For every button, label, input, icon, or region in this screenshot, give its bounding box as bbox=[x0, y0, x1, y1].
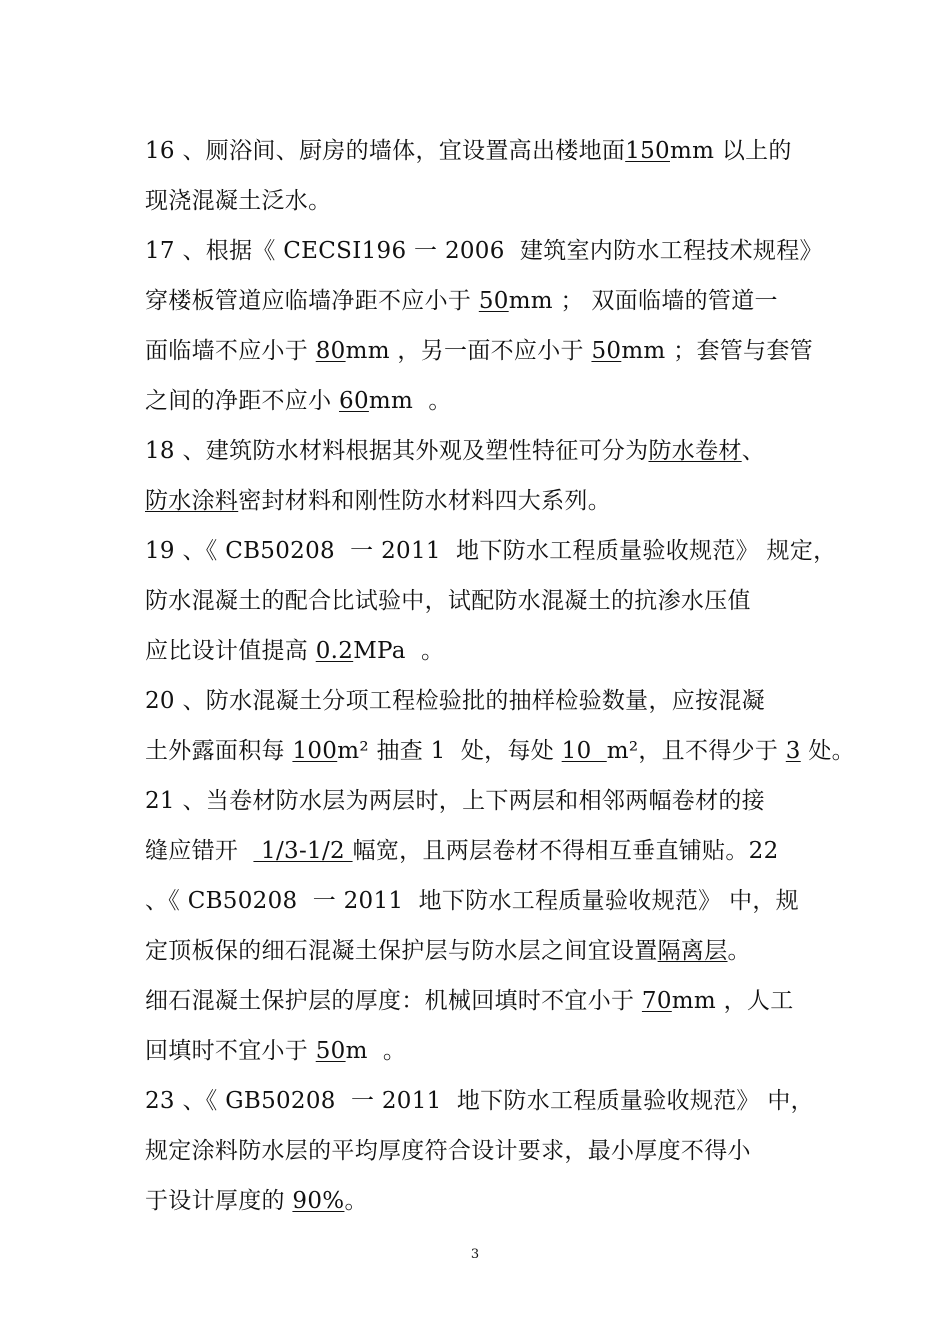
text-segment: mm 。 bbox=[368, 388, 452, 414]
text-segment: 21 、当卷材防水层为两层时，上下两层和相邻两幅卷材的接 bbox=[145, 788, 765, 814]
answer-blank: 80 bbox=[315, 338, 346, 364]
text-line bbox=[145, 586, 751, 616]
text-segment: 19 、《 CB50208 一 2011 地下防水工程质量验收规范》 规定， bbox=[145, 538, 837, 564]
answer-blank: 100 bbox=[292, 738, 338, 764]
text-line bbox=[145, 236, 823, 266]
text-line bbox=[145, 786, 765, 816]
text-segment: 现浇混凝土泛水。 bbox=[145, 188, 332, 214]
text-line bbox=[145, 386, 452, 416]
answer-blank: 3 bbox=[785, 738, 801, 764]
text-segment: 处。 bbox=[800, 738, 855, 764]
text-line bbox=[145, 936, 751, 966]
text-segment: 应比设计值提高 bbox=[145, 638, 316, 664]
text-segment: 17 、根据《 CECSI196 一 2006 建筑室内防水工程技术规程》 bbox=[145, 238, 823, 264]
text-segment: 土外露面积每 bbox=[145, 738, 293, 764]
text-line bbox=[145, 436, 765, 466]
text-line bbox=[145, 886, 799, 916]
text-segment: 细石混凝土保护层的厚度：机械回填时不宜小于 bbox=[145, 988, 642, 1014]
answer-blank: 0.2 bbox=[315, 638, 354, 664]
text-segment: mm 以上的 bbox=[670, 138, 792, 164]
answer-blank: 150 bbox=[625, 138, 670, 164]
text-segment: 于设计厚度的 bbox=[145, 1188, 293, 1214]
text-segment: mm ； 双面临墙的管道一 bbox=[508, 288, 778, 314]
text-segment: 幅宽，且两层卷材不得相互垂直铺贴。22 bbox=[352, 838, 779, 864]
text-line bbox=[145, 186, 331, 216]
answer-blank: 防水卷材 bbox=[648, 438, 742, 464]
text-segment: 密封材料和刚性防水材料四大系列。 bbox=[238, 488, 612, 514]
text-line bbox=[145, 286, 778, 316]
answer-blank: 50 bbox=[315, 1038, 346, 1064]
text-segment: 、 bbox=[741, 438, 765, 464]
text-line bbox=[145, 1036, 406, 1066]
text-segment: m²，且不得少于 bbox=[606, 738, 786, 764]
text-segment: 18 、建筑防水材料根据其外观及塑性特征可分为 bbox=[145, 438, 649, 464]
text-segment: mm ；套管与套管 bbox=[621, 338, 813, 364]
text-segment: 面临墙不应小于 bbox=[145, 338, 316, 364]
text-segment: 。 bbox=[727, 938, 751, 964]
answer-blank: 10 bbox=[561, 738, 607, 764]
text-segment: 回填时不宜小于 bbox=[145, 1038, 316, 1064]
text-segment: mm ，另一面不应小于 bbox=[345, 338, 592, 364]
text-segment: 规定涂料防水层的平均厚度符合设计要求，最小厚度不得小 bbox=[145, 1138, 751, 1164]
answer-blank: 90% bbox=[292, 1188, 345, 1214]
text-line bbox=[145, 636, 444, 666]
text-segment: 、《 CB50208 一 2011 地下防水工程质量验收规范》 中，规 bbox=[145, 888, 799, 914]
text-line bbox=[145, 486, 611, 516]
text-line bbox=[145, 986, 794, 1016]
answer-blank: 防水涂料 bbox=[145, 488, 239, 514]
text-segment: mm ，人工 bbox=[671, 988, 794, 1014]
text-line bbox=[145, 1136, 751, 1166]
text-segment: 20 、防水混凝土分项工程检验批的抽样检验数量，应按混凝 bbox=[145, 688, 765, 714]
text-segment: 定顶板保的细石混凝土保护层与防水层之间宜设置 bbox=[145, 938, 658, 964]
text-line bbox=[145, 536, 836, 566]
text-line bbox=[145, 336, 813, 366]
answer-blank: 1/3-1/2 bbox=[253, 838, 353, 864]
answer-blank: 60 bbox=[339, 388, 369, 414]
answer-blank: 50 bbox=[478, 288, 509, 314]
text-segment: 之间的净距不应小 bbox=[145, 388, 340, 414]
text-segment: 。 bbox=[344, 1188, 368, 1214]
text-line bbox=[145, 686, 765, 716]
text-line bbox=[145, 1086, 814, 1116]
page-number: 3 bbox=[470, 1247, 480, 1262]
answer-blank: 50 bbox=[591, 338, 622, 364]
text-segment: MPa 。 bbox=[353, 638, 445, 664]
text-segment: m 。 bbox=[345, 1038, 407, 1064]
answer-blank: 70 bbox=[641, 988, 672, 1014]
text-segment: 缝应错开 bbox=[145, 838, 254, 864]
text-segment: 穿楼板管道应临墙净距不应小于 bbox=[145, 288, 479, 314]
text-segment: m² 抽查 1 处，每处 bbox=[337, 738, 562, 764]
text-line bbox=[145, 1186, 368, 1216]
text-segment: 防水混凝土的配合比试验中，试配防水混凝土的抗渗水压值 bbox=[145, 588, 751, 614]
text-segment: 16 、厕浴间、厨房的墙体，宜设置高出楼地面 bbox=[145, 138, 626, 164]
text-segment: 23 、《 GB50208 一 2011 地下防水工程质量验收规范》 中， bbox=[145, 1088, 814, 1114]
answer-blank: 隔离层 bbox=[657, 938, 728, 964]
text-line bbox=[145, 836, 779, 866]
text-line bbox=[145, 136, 792, 166]
text-line bbox=[145, 736, 855, 766]
